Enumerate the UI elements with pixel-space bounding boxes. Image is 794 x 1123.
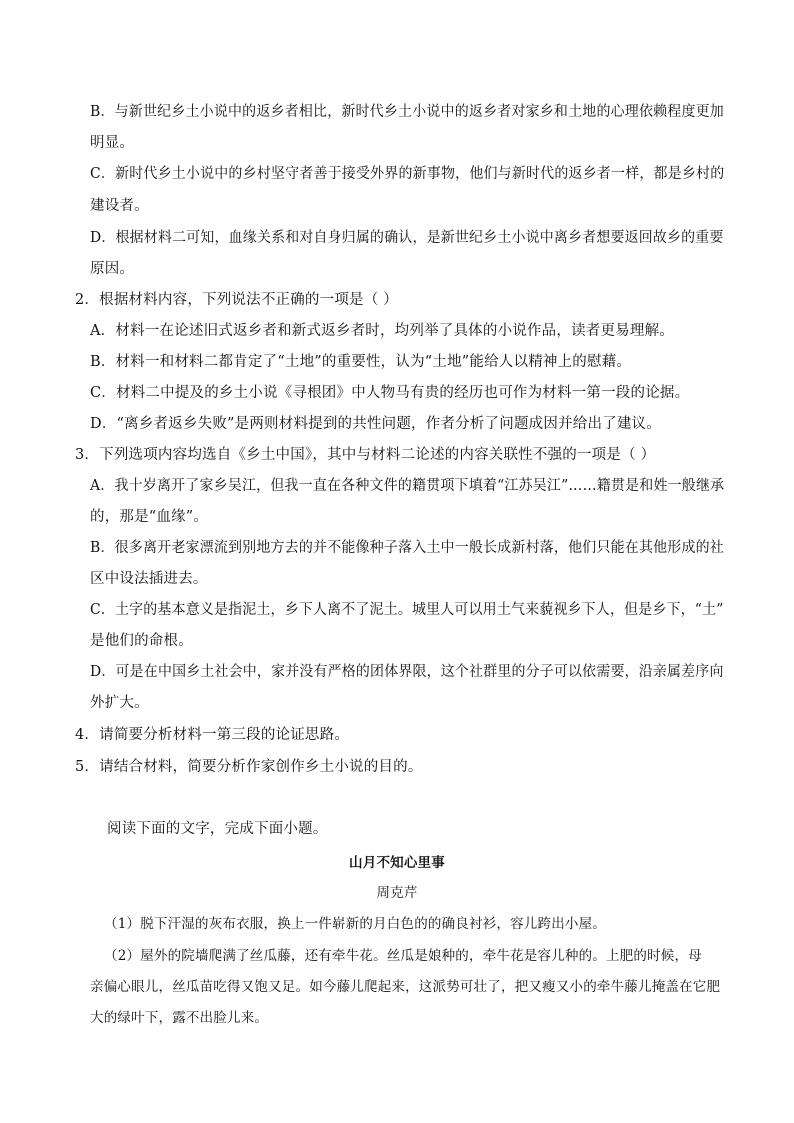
passage-paragraph-2-line1: （2）屋外的院墙爬满了丝瓜藤，还有牵牛花。丝瓜是娘种的，牵牛花是容儿种的。上肥的时候，母 [104, 948, 702, 964]
option-d-line2: 原因。 [90, 261, 135, 277]
question-2-option-a: A．材料一在论述旧式返乡者和新式返乡者时，均列举了具体的小说作品，读者更易理解。 [90, 323, 674, 339]
question-3-option-a-line2: 的，那是“血缘”。 [90, 509, 209, 525]
question-4: 4．请简要分析材料一第三段的论证思路。 [75, 727, 350, 743]
question-3-option-a-line1: A．我十岁离开了家乡吴江，但我一直在各种文件的籍贯项下填着“江苏吴江”……籍贯是和姓一般继承 [90, 478, 725, 494]
question-3-option-c-line1: C．土字的基本意义是指泥土，乡下人离不了泥土。城里人可以用土气来藐视乡下人，但是乡下，“土” [90, 602, 724, 618]
question-3-option-b-line2: 区中设法插进去。 [90, 571, 208, 587]
question-3-option-d-line1: D．可是在中国乡土社会中，家并没有严格的团体界限，这个社群里的分子可以依需要，沿亲属差序向 [90, 664, 724, 680]
option-c-line2: 建设者。 [90, 198, 149, 214]
question-2-stem: 2．根据材料内容，下列说法不正确的一项是（ ） [75, 292, 398, 308]
option-b-line2: 明显。 [90, 135, 135, 151]
question-3-option-d-line2: 外扩大。 [90, 695, 149, 711]
option-d-line1: D．根据材料二可知，血缘关系和对自身归属的确认，是新世纪乡土小说中离乡者想要返回故乡的重要 [90, 230, 724, 246]
passage-title: 山月不知心里事 [349, 855, 445, 871]
question-3-stem: 3．下列选项内容均选自《乡土中国》，其中与材料二论述的内容关联性不强的一项是（ ） [75, 447, 656, 463]
option-b-line1: B．与新世纪乡土小说中的返乡者相比，新时代乡土小说中的返乡者对家乡和土地的心理依赖程度更加 [90, 104, 724, 120]
question-3-option-c-line2: 是他们的命根。 [90, 633, 193, 649]
question-2-option-c: C．材料二中提及的乡土小说《寻根团》中人物马有贵的经历也可作为材料一第一段的论据。 [90, 385, 690, 401]
passage-paragraph-2-line2: 亲偏心眼儿，丝瓜苗吃得又饱又足。如今藤儿爬起来，这派势可壮了，把又瘦又小的牵牛藤儿掩盖在它肥 [90, 979, 721, 995]
passage-paragraph-2-line3: 大的绿叶下，露不出脸儿来。 [90, 1010, 269, 1026]
question-3-option-b-line1: B．很多离开老家漂流到别地方去的并不能像种子落入土中一般长成新村落，他们只能在其他形成的社 [90, 540, 724, 556]
question-2-option-b: B．材料一和材料二都肯定了“土地”的重要性，认为“土地”能给人以精神上的慰藉。 [90, 354, 632, 370]
question-2-option-d: D．“离乡者返乡失败”是两则材料提到的共性问题，作者分析了问题成因并给出了建议。 [90, 416, 661, 432]
passage-paragraph-1: （1）脱下汗湿的灰布衣服，换上一件崭新的月白色的的确良衬衫，容儿跨出小屋。 [104, 916, 606, 932]
question-5: 5．请结合材料，简要分析作家创作乡土小说的目的。 [75, 759, 423, 775]
passage-author: 周克芹 [376, 885, 418, 901]
option-c-line1: C．新时代乡土小说中的乡村坚守者善于接受外界的新事物，他们与新时代的返乡者一样，都是乡村的 [90, 166, 725, 182]
reading-intro: 阅读下面的文字，完成下面小题。 [107, 821, 328, 837]
